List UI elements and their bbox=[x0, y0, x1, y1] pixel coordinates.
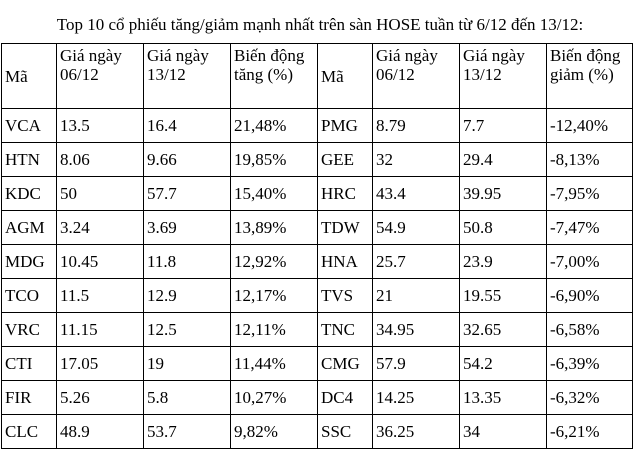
header-price-0612-losers bbox=[373, 44, 460, 109]
gainer-price-1312: 11.8 bbox=[144, 245, 231, 279]
loser-change: -7,00% bbox=[547, 245, 633, 279]
header-row bbox=[2, 44, 633, 109]
loser-price-1312: 7.7 bbox=[460, 109, 547, 143]
header-line: Biến động bbox=[550, 46, 621, 65]
loser-code: HNA bbox=[318, 245, 373, 279]
header-line: Biến động bbox=[234, 46, 305, 65]
gainer-price-0612: 50 bbox=[57, 177, 144, 211]
gainer-change: 12,11% bbox=[231, 313, 318, 347]
loser-code: TVS bbox=[318, 279, 373, 313]
loser-price-0612: 34.95 bbox=[373, 313, 460, 347]
loser-price-1312: 50.8 bbox=[460, 211, 547, 245]
loser-change: -6,21% bbox=[547, 415, 633, 449]
header-change-up bbox=[231, 44, 318, 109]
gainer-price-1312: 57.7 bbox=[144, 177, 231, 211]
header-price-0612-gainers bbox=[57, 44, 144, 109]
table-title: Top 10 cổ phiếu tăng/giảm mạnh nhất trên sàn HOSE tuần từ 6/12 đến 13/12: bbox=[56, 15, 584, 34]
loser-code: DC4 bbox=[318, 381, 373, 415]
gainer-price-0612: 17.05 bbox=[57, 347, 144, 381]
loser-price-0612: 8.79 bbox=[373, 109, 460, 143]
loser-price-1312: 39.95 bbox=[460, 177, 547, 211]
header-code-gainers: Mã bbox=[2, 44, 57, 109]
loser-price-0612: 57.9 bbox=[373, 347, 460, 381]
loser-code: TDW bbox=[318, 211, 373, 245]
gainer-code: AGM bbox=[2, 211, 57, 245]
loser-price-1312: 32.65 bbox=[460, 313, 547, 347]
gainer-change: 19,85% bbox=[231, 143, 318, 177]
loser-change: -7,95% bbox=[547, 177, 633, 211]
gainer-code: VCA bbox=[2, 109, 57, 143]
table-row bbox=[2, 245, 633, 279]
gainer-change: 10,27% bbox=[231, 381, 318, 415]
loser-code: HRC bbox=[318, 177, 373, 211]
loser-change: -8,13% bbox=[547, 143, 633, 177]
loser-code: CMG bbox=[318, 347, 373, 381]
gainer-change: 12,17% bbox=[231, 279, 318, 313]
header-line: 06/12 bbox=[60, 65, 99, 84]
loser-change: -6,39% bbox=[547, 347, 633, 381]
header-line: 13/12 bbox=[463, 65, 502, 84]
header-price-1312-losers bbox=[460, 44, 547, 109]
loser-price-0612: 43.4 bbox=[373, 177, 460, 211]
table-row bbox=[2, 177, 633, 211]
table-row bbox=[2, 143, 633, 177]
gainer-code: CTI bbox=[2, 347, 57, 381]
loser-price-1312: 19.55 bbox=[460, 279, 547, 313]
loser-code: SSC bbox=[318, 415, 373, 449]
gainer-price-1312: 9.66 bbox=[144, 143, 231, 177]
table-row bbox=[2, 279, 633, 313]
table-row bbox=[2, 415, 633, 449]
loser-price-0612: 21 bbox=[373, 279, 460, 313]
gainer-code: MDG bbox=[2, 245, 57, 279]
gainer-change: 15,40% bbox=[231, 177, 318, 211]
loser-change: -7,47% bbox=[547, 211, 633, 245]
header-line: Giá ngày bbox=[60, 46, 122, 65]
loser-code: PMG bbox=[318, 109, 373, 143]
gainer-change: 21,48% bbox=[231, 109, 318, 143]
gainer-code: FIR bbox=[2, 381, 57, 415]
loser-price-0612: 32 bbox=[373, 143, 460, 177]
loser-price-1312: 23.9 bbox=[460, 245, 547, 279]
gainer-price-1312: 5.8 bbox=[144, 381, 231, 415]
gainer-price-0612: 11.5 bbox=[57, 279, 144, 313]
gainer-price-0612: 10.45 bbox=[57, 245, 144, 279]
table-row bbox=[2, 313, 633, 347]
gainer-change: 9,82% bbox=[231, 415, 318, 449]
gainer-price-0612: 13.5 bbox=[57, 109, 144, 143]
gainer-price-0612: 8.06 bbox=[57, 143, 144, 177]
header-line: 13/12 bbox=[147, 65, 186, 84]
table-row bbox=[2, 347, 633, 381]
loser-code: GEE bbox=[318, 143, 373, 177]
loser-price-1312: 13.35 bbox=[460, 381, 547, 415]
header-line: Giá ngày bbox=[376, 46, 438, 65]
gainer-price-1312: 19 bbox=[144, 347, 231, 381]
table-row bbox=[2, 109, 633, 143]
gainer-change: 12,92% bbox=[231, 245, 318, 279]
loser-change: -6,58% bbox=[547, 313, 633, 347]
header-line: Giá ngày bbox=[463, 46, 525, 65]
loser-price-0612: 54.9 bbox=[373, 211, 460, 245]
gainer-price-0612: 3.24 bbox=[57, 211, 144, 245]
gainer-price-1312: 53.7 bbox=[144, 415, 231, 449]
header-line: tăng (%) bbox=[234, 65, 294, 84]
gainer-code: TCO bbox=[2, 279, 57, 313]
gainer-change: 13,89% bbox=[231, 211, 318, 245]
loser-price-0612: 36.25 bbox=[373, 415, 460, 449]
header-change-down bbox=[547, 44, 633, 109]
gainer-price-0612: 11.15 bbox=[57, 313, 144, 347]
gainer-price-0612: 5.26 bbox=[57, 381, 144, 415]
loser-price-1312: 29.4 bbox=[460, 143, 547, 177]
loser-price-1312: 54.2 bbox=[460, 347, 547, 381]
table-row bbox=[2, 211, 633, 245]
loser-price-0612: 25.7 bbox=[373, 245, 460, 279]
gainer-price-1312: 3.69 bbox=[144, 211, 231, 245]
header-code-losers: Mã bbox=[318, 44, 373, 109]
stock-movers-table bbox=[1, 43, 633, 449]
header-line: 06/12 bbox=[376, 65, 415, 84]
gainer-code: CLC bbox=[2, 415, 57, 449]
loser-change: -12,40% bbox=[547, 109, 633, 143]
header-price-1312-gainers bbox=[144, 44, 231, 109]
table-row bbox=[2, 381, 633, 415]
loser-price-1312: 34 bbox=[460, 415, 547, 449]
loser-change: -6,32% bbox=[547, 381, 633, 415]
gainer-code: VRC bbox=[2, 313, 57, 347]
gainer-price-1312: 12.9 bbox=[144, 279, 231, 313]
gainer-price-1312: 12.5 bbox=[144, 313, 231, 347]
gainer-price-1312: 16.4 bbox=[144, 109, 231, 143]
loser-price-0612: 14.25 bbox=[373, 381, 460, 415]
gainer-change: 11,44% bbox=[231, 347, 318, 381]
loser-code: TNC bbox=[318, 313, 373, 347]
header-line: Giá ngày bbox=[147, 46, 209, 65]
gainer-code: HTN bbox=[2, 143, 57, 177]
loser-change: -6,90% bbox=[547, 279, 633, 313]
header-line: giảm (%) bbox=[550, 65, 614, 84]
gainer-price-0612: 48.9 bbox=[57, 415, 144, 449]
gainer-code: KDC bbox=[2, 177, 57, 211]
